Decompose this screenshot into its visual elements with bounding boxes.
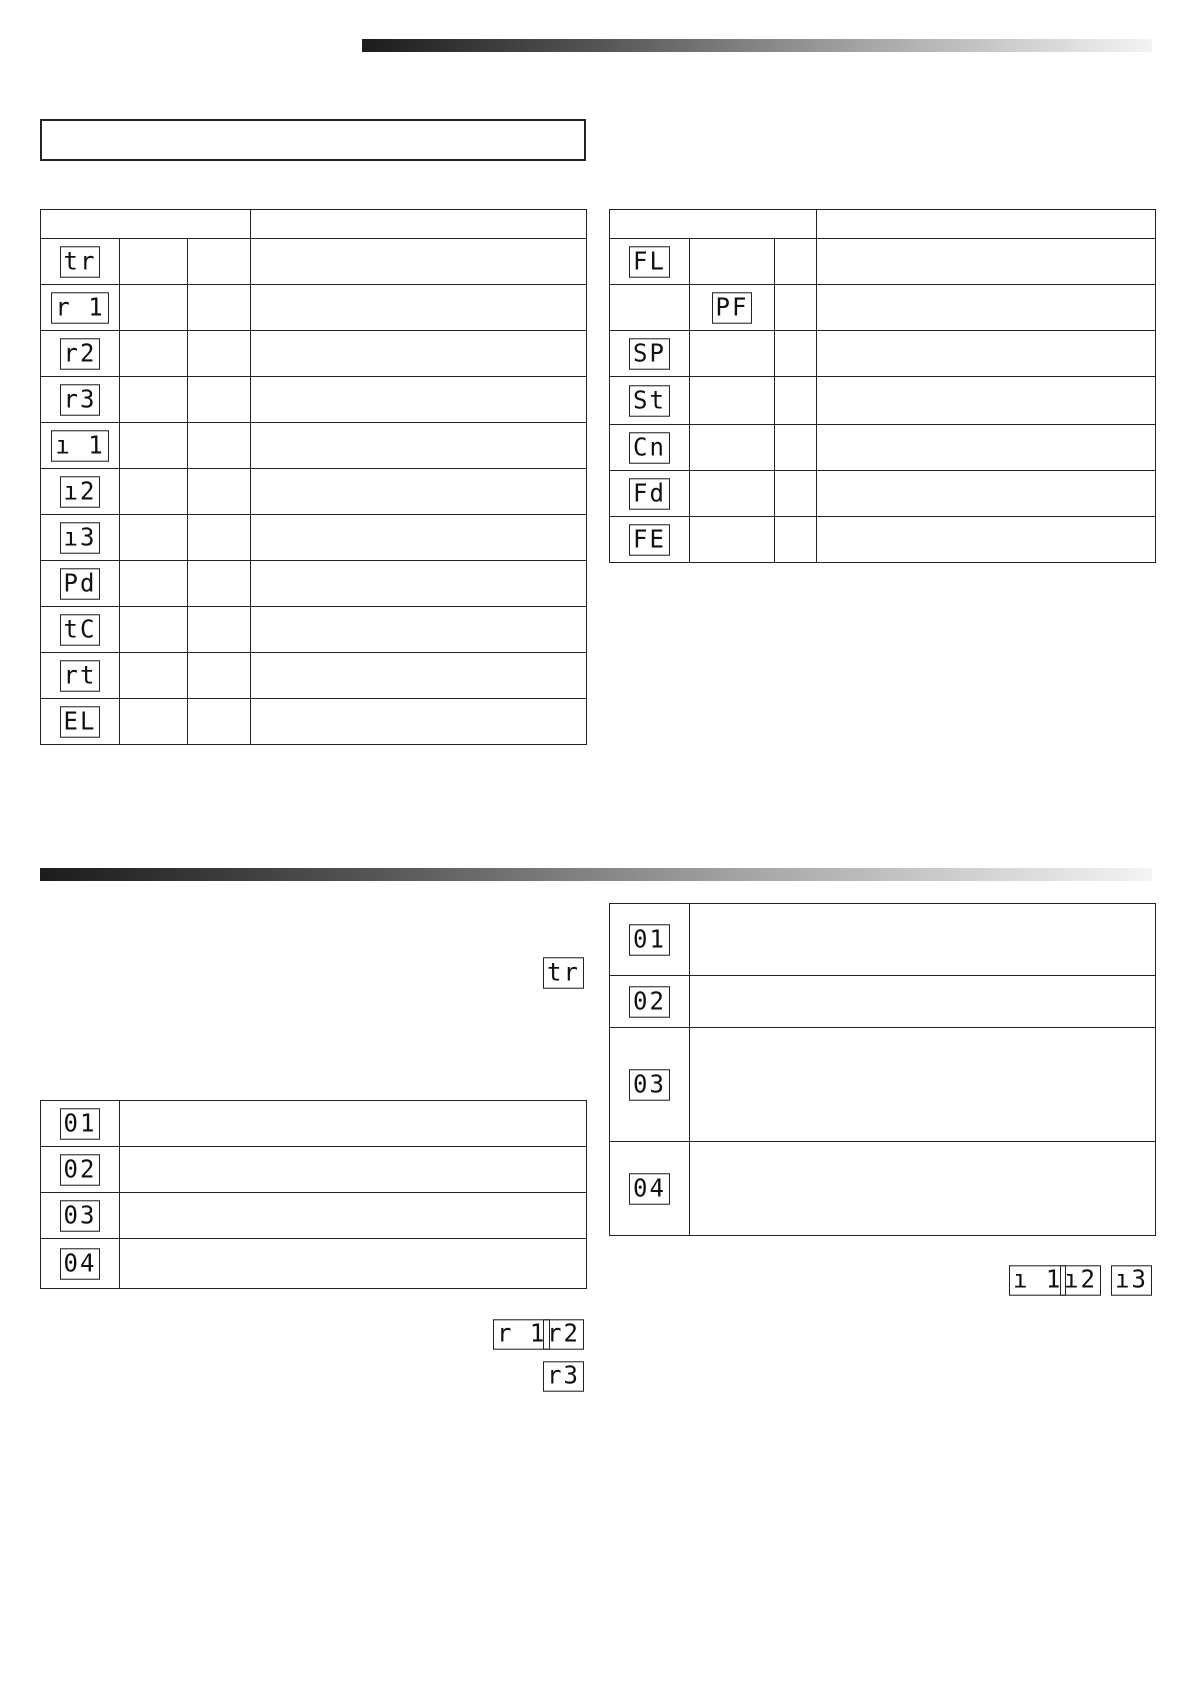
parameter-table-left bbox=[40, 209, 587, 745]
code-cell bbox=[41, 607, 120, 653]
table-header-row bbox=[610, 210, 1156, 239]
table-row bbox=[41, 377, 587, 423]
lcd-code-cn: Cn bbox=[629, 432, 670, 464]
lcd-code-01: 01 bbox=[60, 1108, 101, 1140]
code-cell bbox=[610, 976, 690, 1028]
table-row bbox=[41, 515, 587, 561]
code-cell bbox=[610, 517, 690, 563]
lcd-code-tc: tC bbox=[60, 614, 101, 646]
table-row bbox=[41, 699, 587, 745]
table-row bbox=[610, 377, 1156, 425]
table-row bbox=[41, 1101, 587, 1147]
lcd-code-fl: FL bbox=[629, 246, 670, 278]
code-cell bbox=[610, 1028, 690, 1142]
code-cell bbox=[41, 1147, 120, 1193]
inline-lcd-r3: r3 bbox=[543, 1361, 584, 1391]
option-table-right bbox=[609, 903, 1156, 1236]
lcd-code-pf: PF bbox=[712, 292, 753, 324]
code-cell bbox=[41, 423, 120, 469]
lcd-code-03: 03 bbox=[629, 1069, 670, 1101]
lcd-code-fd: Fd bbox=[629, 478, 670, 510]
table-row bbox=[610, 285, 1156, 331]
code-cell bbox=[610, 425, 690, 471]
table-row bbox=[610, 331, 1156, 377]
lcd-code-r2: r2 bbox=[60, 338, 101, 370]
table-row bbox=[41, 239, 587, 285]
table-row bbox=[610, 1142, 1156, 1236]
table-row bbox=[41, 653, 587, 699]
lcd-code-r1: r 1 bbox=[51, 292, 108, 324]
section-title-box bbox=[40, 119, 586, 161]
code-cell bbox=[610, 471, 690, 517]
parameter-table-right bbox=[609, 209, 1156, 563]
lcd-code-sp: SP bbox=[629, 338, 670, 370]
table-row bbox=[41, 607, 587, 653]
header-cell bbox=[41, 210, 251, 239]
code-cell bbox=[41, 1101, 120, 1147]
header-gradient-bar bbox=[362, 39, 1152, 52]
code-cell bbox=[610, 1142, 690, 1236]
lcd-code-04: 04 bbox=[60, 1248, 101, 1280]
lcd-code-st: St bbox=[629, 385, 670, 417]
inline-lcd-tr: tr bbox=[543, 957, 584, 989]
table-row bbox=[610, 517, 1156, 563]
lcd-code-i1: ı 1 bbox=[51, 430, 108, 462]
header-cell bbox=[610, 210, 817, 239]
code-cell bbox=[610, 377, 690, 425]
code-cell bbox=[610, 239, 690, 285]
table-row bbox=[41, 1193, 587, 1239]
option-table-left bbox=[40, 1100, 587, 1289]
lcd-code-01: 01 bbox=[629, 924, 670, 956]
table-row bbox=[610, 471, 1156, 517]
table-row bbox=[41, 285, 587, 331]
table-row bbox=[41, 331, 587, 377]
inline-lcd-i2: ı2 bbox=[1060, 1265, 1101, 1295]
table-row bbox=[41, 1147, 587, 1193]
code-cell bbox=[41, 1239, 120, 1289]
code-cell bbox=[41, 653, 120, 699]
lcd-code-el: EL bbox=[60, 706, 101, 738]
table-row bbox=[610, 425, 1156, 471]
section-gradient-bar bbox=[40, 868, 1152, 881]
code-cell bbox=[41, 377, 120, 423]
header-cell bbox=[251, 210, 587, 239]
code-cell bbox=[610, 904, 690, 976]
header-cell bbox=[817, 210, 1156, 239]
lcd-code-i2: ı2 bbox=[60, 476, 101, 508]
lcd-code-r3: r3 bbox=[60, 384, 101, 416]
table-header-row bbox=[41, 210, 587, 239]
code-cell bbox=[41, 1193, 120, 1239]
table-row bbox=[610, 239, 1156, 285]
table-row bbox=[41, 469, 587, 515]
lcd-code-rt: rt bbox=[60, 660, 101, 692]
lcd-code-02: 02 bbox=[60, 1154, 101, 1186]
code-cell bbox=[41, 469, 120, 515]
table-row bbox=[610, 904, 1156, 976]
lcd-code-03: 03 bbox=[60, 1200, 101, 1232]
code-cell bbox=[41, 561, 120, 607]
table-row bbox=[41, 1239, 587, 1289]
inline-lcd-i1: ı 1 bbox=[1009, 1265, 1066, 1295]
lcd-code-tr: tr bbox=[60, 246, 101, 278]
code-cell bbox=[41, 239, 120, 285]
code-cell bbox=[610, 331, 690, 377]
code-cell bbox=[41, 699, 120, 745]
table-row bbox=[41, 561, 587, 607]
inline-lcd-r2: r2 bbox=[543, 1319, 584, 1349]
lcd-code-02: 02 bbox=[629, 986, 670, 1018]
code-cell bbox=[41, 331, 120, 377]
lcd-code-fe: FE bbox=[629, 524, 670, 556]
lcd-code-04: 04 bbox=[629, 1173, 670, 1205]
inline-lcd-r1: r 1 bbox=[493, 1319, 550, 1349]
code-cell bbox=[41, 285, 120, 331]
inline-lcd-i3: ı3 bbox=[1111, 1265, 1152, 1295]
code-cell bbox=[41, 515, 120, 561]
table-row bbox=[41, 423, 587, 469]
lcd-code-i3: ı3 bbox=[60, 522, 101, 554]
lcd-code-pd: Pd bbox=[60, 568, 101, 600]
table-row bbox=[610, 976, 1156, 1028]
table-row bbox=[610, 1028, 1156, 1142]
code-cell bbox=[690, 285, 775, 331]
